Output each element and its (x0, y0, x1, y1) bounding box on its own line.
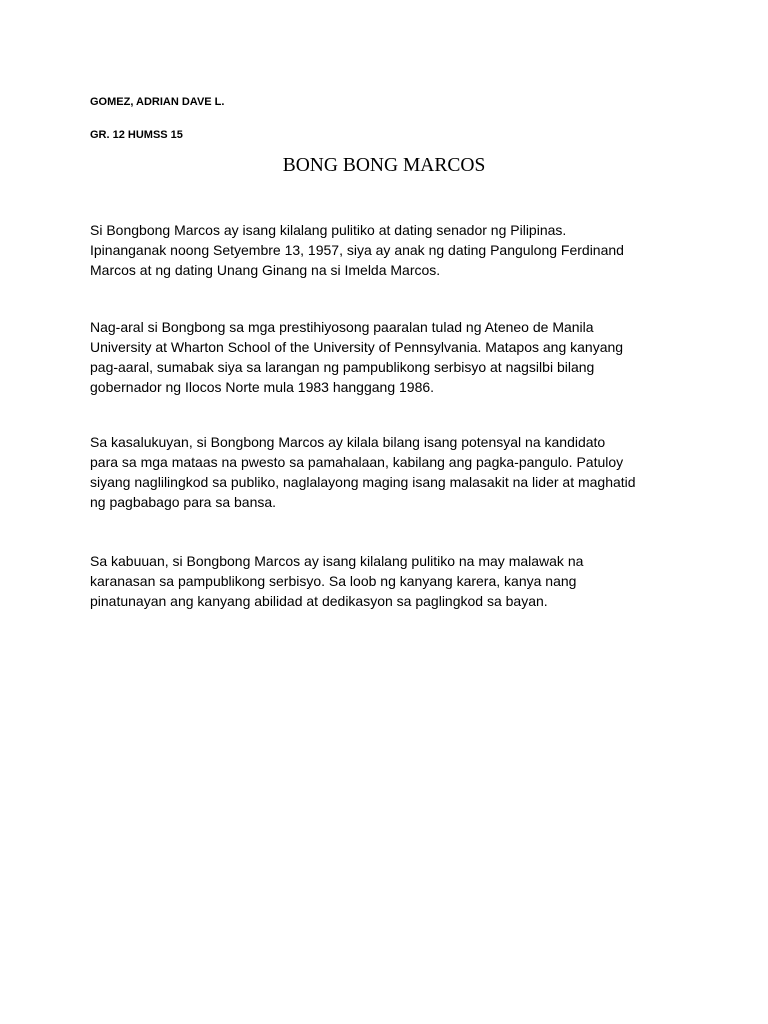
paragraph-line: para sa mga mataas na pwesto sa pamahalaan, kabilang ang pagka-pangulo. Patuloy (90, 454, 624, 470)
paragraph-education (90, 317, 690, 397)
paragraph-current (90, 432, 690, 512)
paragraph-line: pag-aaral, sumabak siya sa larangan ng pampublikong serbisyo at nagsilbi bilang (90, 359, 595, 375)
paragraph-line: Ipinanganak noong Setyembre 13, 1957, siya ay anak ng dating Pangulong Ferdinand (90, 242, 624, 258)
paragraph-conclusion (90, 551, 690, 611)
paragraph-line: siyang naglilingkod sa publiko, naglalayong maging isang malasakit na lider at maghatid (90, 474, 636, 490)
paragraph-line: pinatunayan ang kanyang abilidad at dedikasyon sa paglingkod sa bayan. (90, 593, 548, 609)
paragraph-line: Sa kasalukuyan, si Bongbong Marcos ay kilala bilang isang potensyal na kandidato (90, 434, 606, 450)
document-title: BONG BONG MARCOS (282, 155, 486, 176)
paragraph-line: gobernador ng Ilocos Norte mula 1983 hanggang 1986. (90, 379, 435, 395)
paragraph-intro (90, 220, 690, 280)
paragraph-line: Si Bongbong Marcos ay isang kilalang pulitiko at dating senador ng Pilipinas. (90, 222, 567, 238)
paragraph-line: Nag-aral si Bongbong sa mga prestihiyosong paaralan tulad ng Ateneo de Manila (90, 319, 594, 335)
paragraph-line: University at Wharton School of the University of Pennsylvania. Matapos ang kanyang (90, 339, 624, 355)
paragraph-line: Sa kabuuan, si Bongbong Marcos ay isang kilalang pulitiko na may malawak na (90, 553, 584, 569)
paragraph-line: ng pagbabago para sa bansa. (90, 494, 277, 510)
paragraph-line: Marcos at ng dating Unang Ginang na si Imelda Marcos. (90, 262, 441, 278)
paragraph-line: karanasan sa pampublikong serbisyo. Sa loob ng kanyang karera, kanya nang (90, 573, 577, 589)
student-grade-section: GR. 12 HUMSS 15 (90, 129, 183, 141)
student-name: GOMEZ, ADRIAN DAVE L. (90, 96, 225, 108)
